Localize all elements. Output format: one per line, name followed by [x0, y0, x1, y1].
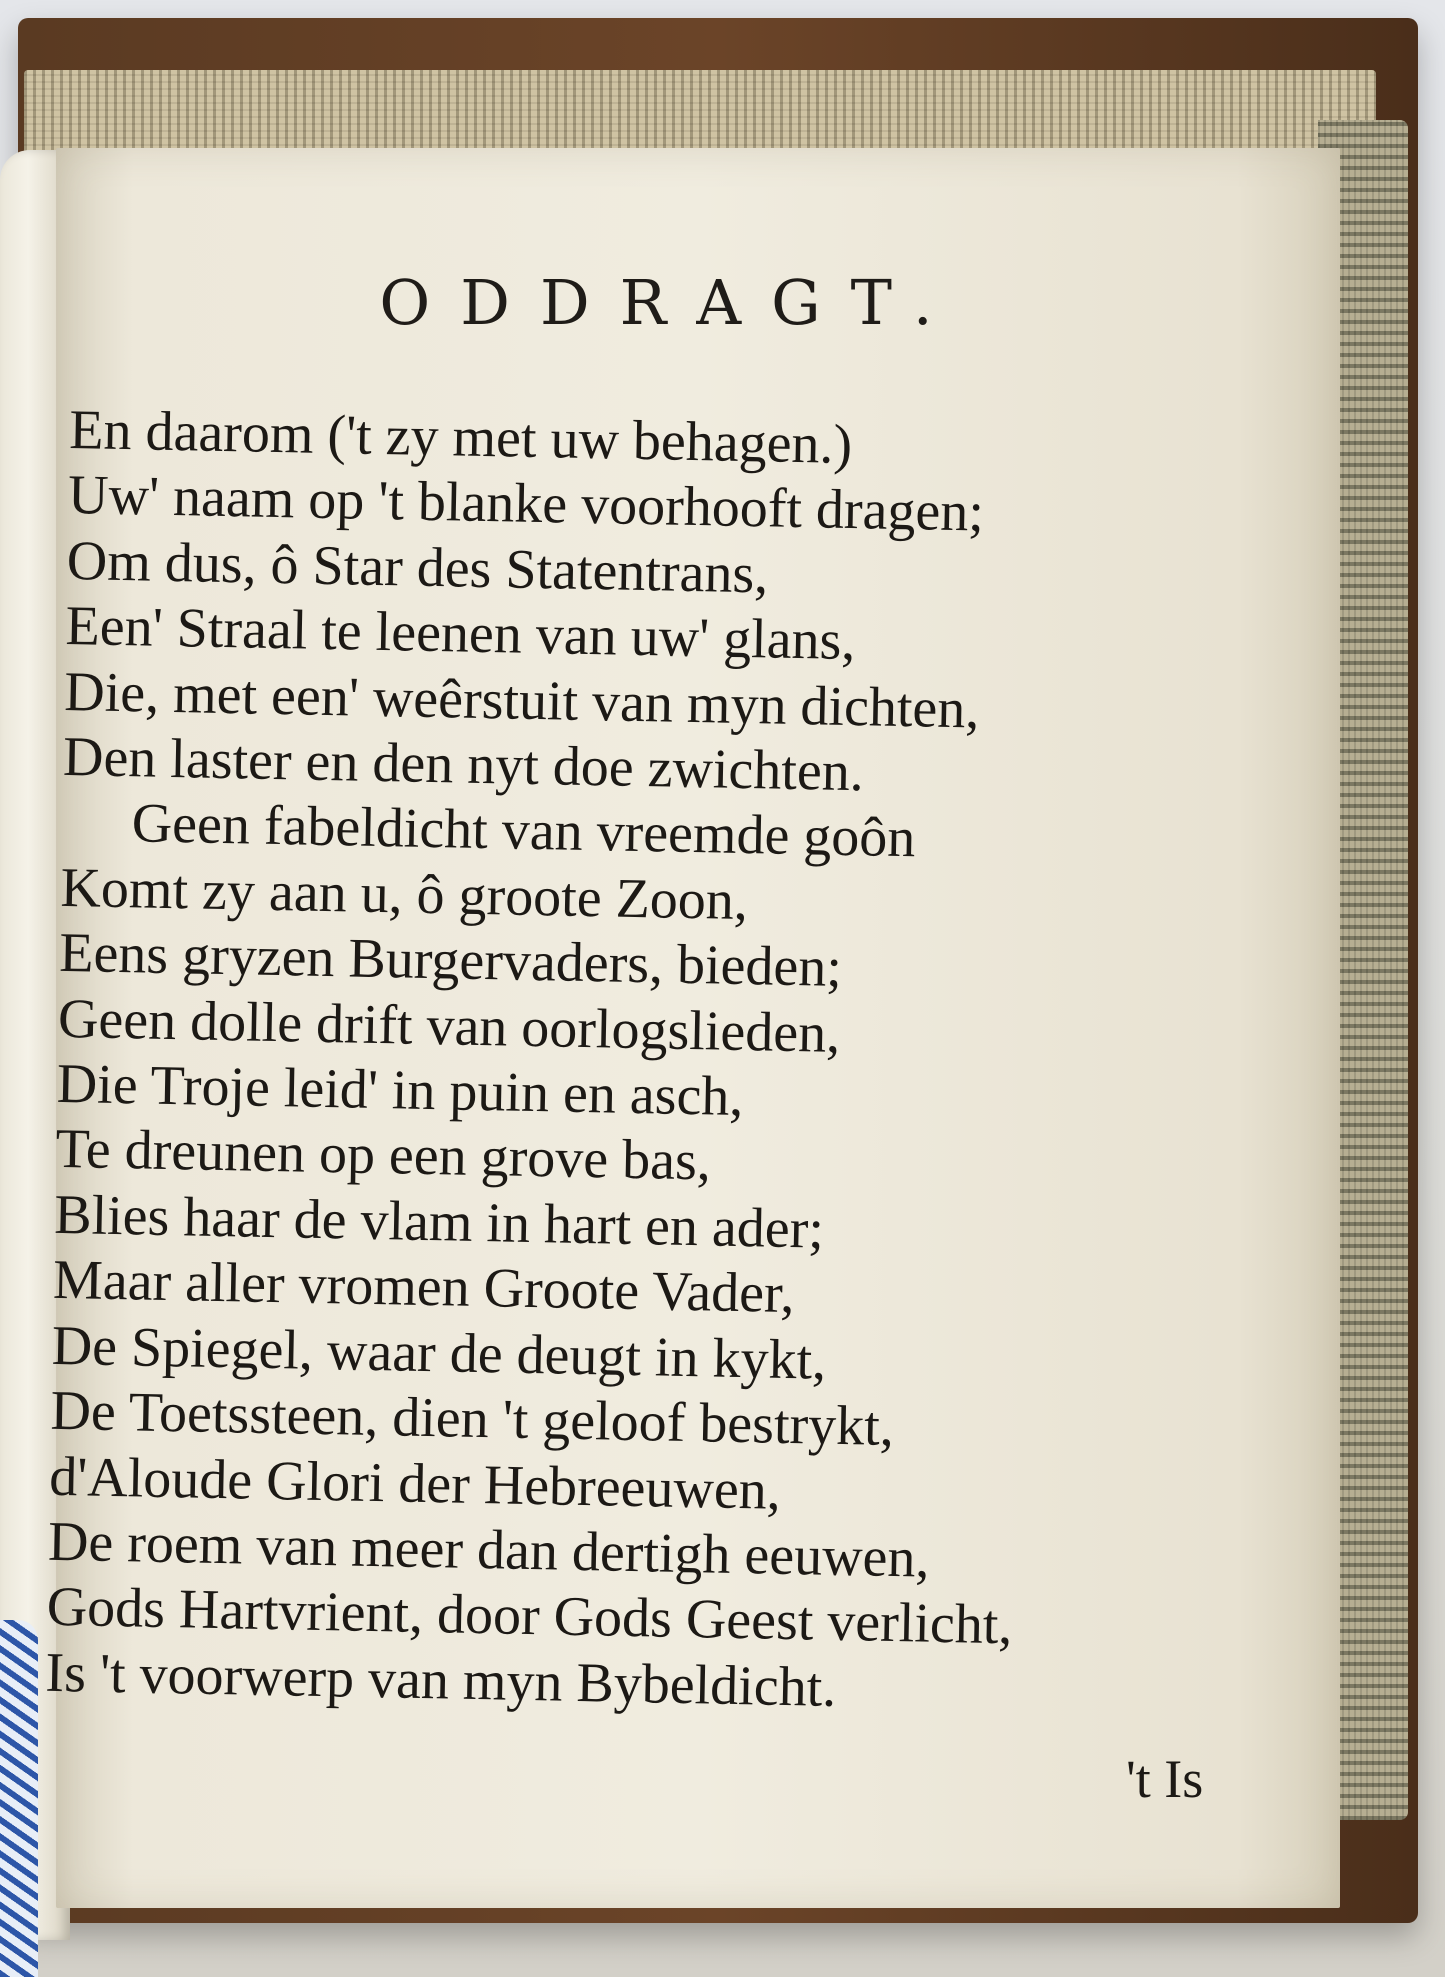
catchword: 't Is — [1126, 1749, 1204, 1809]
poem-line: Uw' naam op 't blanke voorhooft dragen; — [67, 464, 985, 544]
poem-line: Maar aller vromen Groote Vader, — [52, 1249, 796, 1326]
poem-line: De Spiegel, waar de deugt in kykt, — [51, 1314, 827, 1392]
poem-line: Een' Straal te leenen van uw' glans, — [65, 595, 856, 673]
poem-line: Komt zy aan u, ô groote Zoon, — [60, 856, 749, 932]
book-page — [44, 148, 1340, 1908]
poem-line: Blies haar de vlam in hart en ader; — [53, 1183, 825, 1261]
poem-line: Te dreunen op een grove bas, — [54, 1118, 712, 1193]
poem-line: Die, met een' weêrstuit van myn dichten, — [63, 660, 980, 741]
poem-line: De roem van meer dan dertigh eeuwen, — [47, 1510, 931, 1590]
page-heading: ODDRAGT. — [379, 266, 963, 339]
poem-line: Om dus, ô Star des Statentrans, — [66, 529, 769, 606]
poem-line: Geen dolle drift van oorlogslieden, — [57, 987, 841, 1065]
poem-line: Is 't voorwerp van myn Bybeldicht. — [44, 1641, 837, 1719]
page-top-edge — [24, 70, 1376, 160]
poem-line: Geen fabeldicht van vreemde goôn — [131, 792, 916, 870]
poem-line: Gods Hartvrient, door Gods Geest verlicht, — [46, 1576, 1013, 1657]
poem-line: d'Aloude Glori der Hebreeuwen, — [48, 1445, 782, 1522]
poem-line: Eens gryzen Burgervaders, bieden; — [58, 922, 843, 1000]
poem-text — [45, 398, 1320, 1730]
poem-line: Den laster en den nyt doe zwichten. — [62, 725, 865, 804]
poem-line: De Toetssteen, dien 't geloof bestrykt, — [49, 1379, 895, 1459]
porcelain-object — [0, 1620, 38, 1977]
poem-line: Die Troje leid' in puin en asch, — [56, 1052, 744, 1129]
poem-line: En daarom ('t zy met uw behagen.) — [68, 398, 853, 477]
